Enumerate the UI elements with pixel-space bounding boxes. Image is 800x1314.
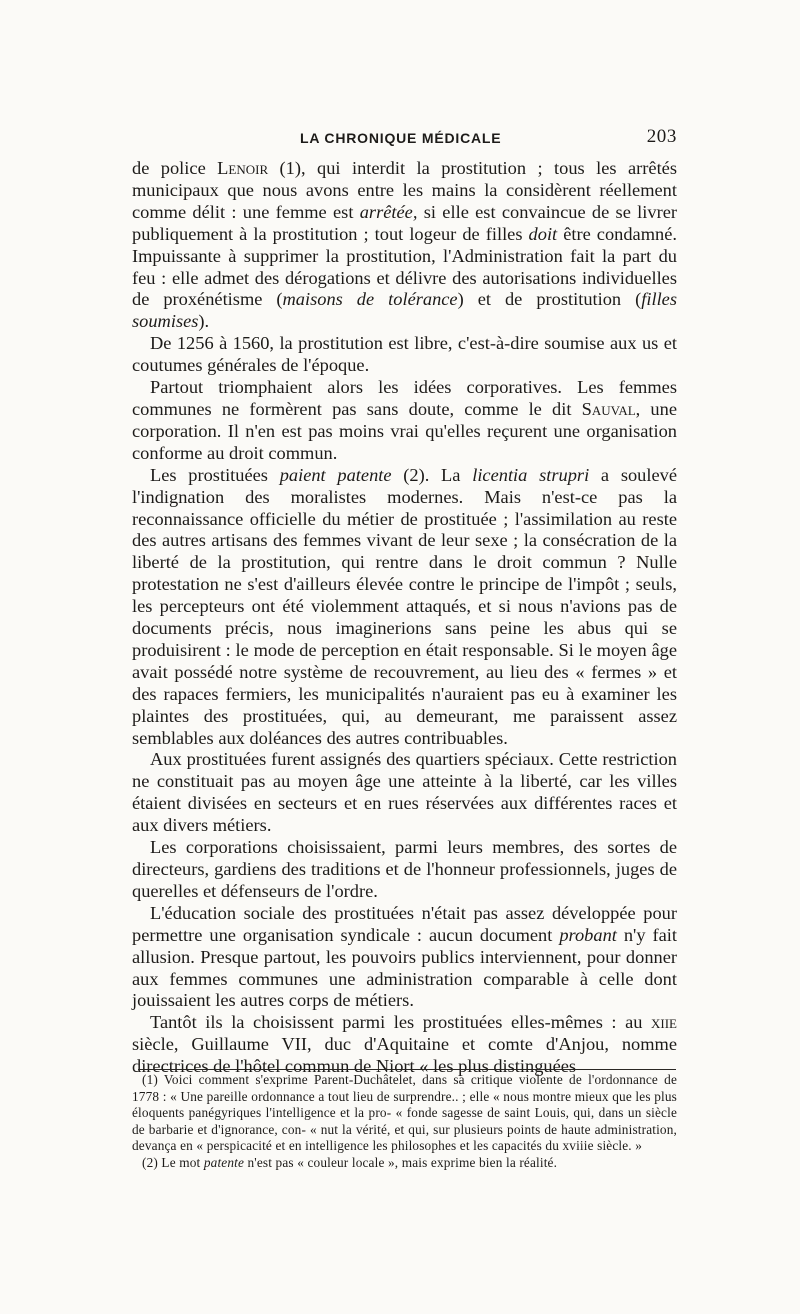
paragraph-1: de police Lenoir (1), qui interdit la prostitution ; tous les arrêtés municipaux que nous avons entre les mains la considèrent réellement comme délit : une femme est arrêtée, si elle est convaincue de se livrer publiquement à la prostitution ; tout logeur de filles doit être condamné. Impuissante à supprimer la prostitution, l'Administration fait la part du feu : elle admet des dérogations et délivre des autorisations individuelles de proxénétisme (maisons de tolérance) et de prostitution (filles soumises). bbox=[132, 158, 677, 332]
page-number: 203 bbox=[646, 126, 677, 147]
footnotes bbox=[132, 1072, 677, 1172]
paragraph-2: De 1256 à 1560, la prostitution est libre, c'est-à-dire soumise aux us et coutumes générales de l'époque. bbox=[132, 333, 677, 376]
paragraph-6: Les corporations choisissaient, parmi leurs membres, des sortes de directeurs, gardiens des traditions et de l'honneur professionnels, juges de querelles et défenseurs de l'ordre. bbox=[132, 837, 677, 901]
main-text bbox=[132, 158, 677, 1078]
footnote-2: (2) Le mot patente n'est pas « couleur locale », mais exprime bien la réalité. bbox=[142, 1154, 558, 1170]
footnote-1: (1) Voici comment s'exprime Parent-Duchâtelet, dans sa critique violente de l'ordonnance de 1778 : « Une pareille ordonnance a tout lieu de surprendre.. ; elle « nous montre mieux que les plus éloquents panégyriques l'intelligence et la pro- « fonde sagesse de saint Louis, qui, dans un siècle de barbarie et d'ignorance, con- « nut la vérité, et qui, sur plusieurs points de haute administration, devança en « perspicacité et en intelligence les philosophes et les capacités du xviiie siècle. » bbox=[132, 1072, 678, 1154]
running-header bbox=[132, 128, 677, 152]
paragraph-4: Les prostituées paient patente (2). La licentia strupri a soulevé l'indignation des moralistes modernes. Mais n'est-ce pas la reconnaissance officielle du métier de prostituée ; l'assimilation au reste des autres artisans des femmes vivant de leur sexe ; la consécration de la liberté de la prostitution, qui rentre dans le droit commun ? Nulle protestation ne s'est d'ailleurs élevée contre le principe de l'impôt ; seuls, les percepteurs ont été violemment attaqués, et si nous n'avions pas de documents précis, nous imaginerions sans peine les abus qui se produisirent : le mode de perception en était responsable. Si le moyen âge avait possédé notre système de recouvrement, au lieu des « fermes » et des rapaces fermiers, les municipalités n'auraient pas eu à examiner les plaintes des prostituées, qui, au demeurant, me paraissent assez semblables aux doléances des autres contribuables. bbox=[132, 464, 677, 748]
paragraph-8: Tantôt ils la choisissent parmi les prostituées elles-mêmes : au xiie siècle, Guillaume VII, duc d'Aquitaine et comte d'Anjou, nomme directrices de l'hôtel commun de Niort « les plus distinguées bbox=[132, 1012, 677, 1077]
author-name-lenoir: Lenoir bbox=[217, 158, 269, 178]
author-name-sauval: Sauval bbox=[581, 398, 636, 419]
paragraph-3: Partout triomphaient alors les idées corporatives. Les femmes communes ne formèrent pas sans doute, comme le dit Sauval, une corporation. Il n'en est pas moins vrai qu'elles reçurent une organisation conforme au droit commun. bbox=[132, 377, 677, 463]
century-numeral: xiie bbox=[651, 1012, 677, 1033]
paragraph-7: L'éducation sociale des prostituées n'était pas assez développée pour permettre une organisation syndicale : aucun document probant n'y fait allusion. Presque partout, les pouvoirs publics interviennent, pour donner aux femmes communes une administration comparable à celle dont jouissaient les autres corps de métiers. bbox=[132, 902, 678, 1011]
paragraph-5: Aux prostituées furent assignés des quartiers spéciaux. Cette restriction ne constituait pas au moyen âge une atteinte à la liberté, car les villes étaient divisées en secteurs et en rues réservées aux différentes races et aux divers métiers. bbox=[132, 749, 677, 836]
running-title: LA CHRONIQUE MÉDICALE bbox=[300, 130, 502, 146]
footnote-divider bbox=[138, 1069, 676, 1070]
